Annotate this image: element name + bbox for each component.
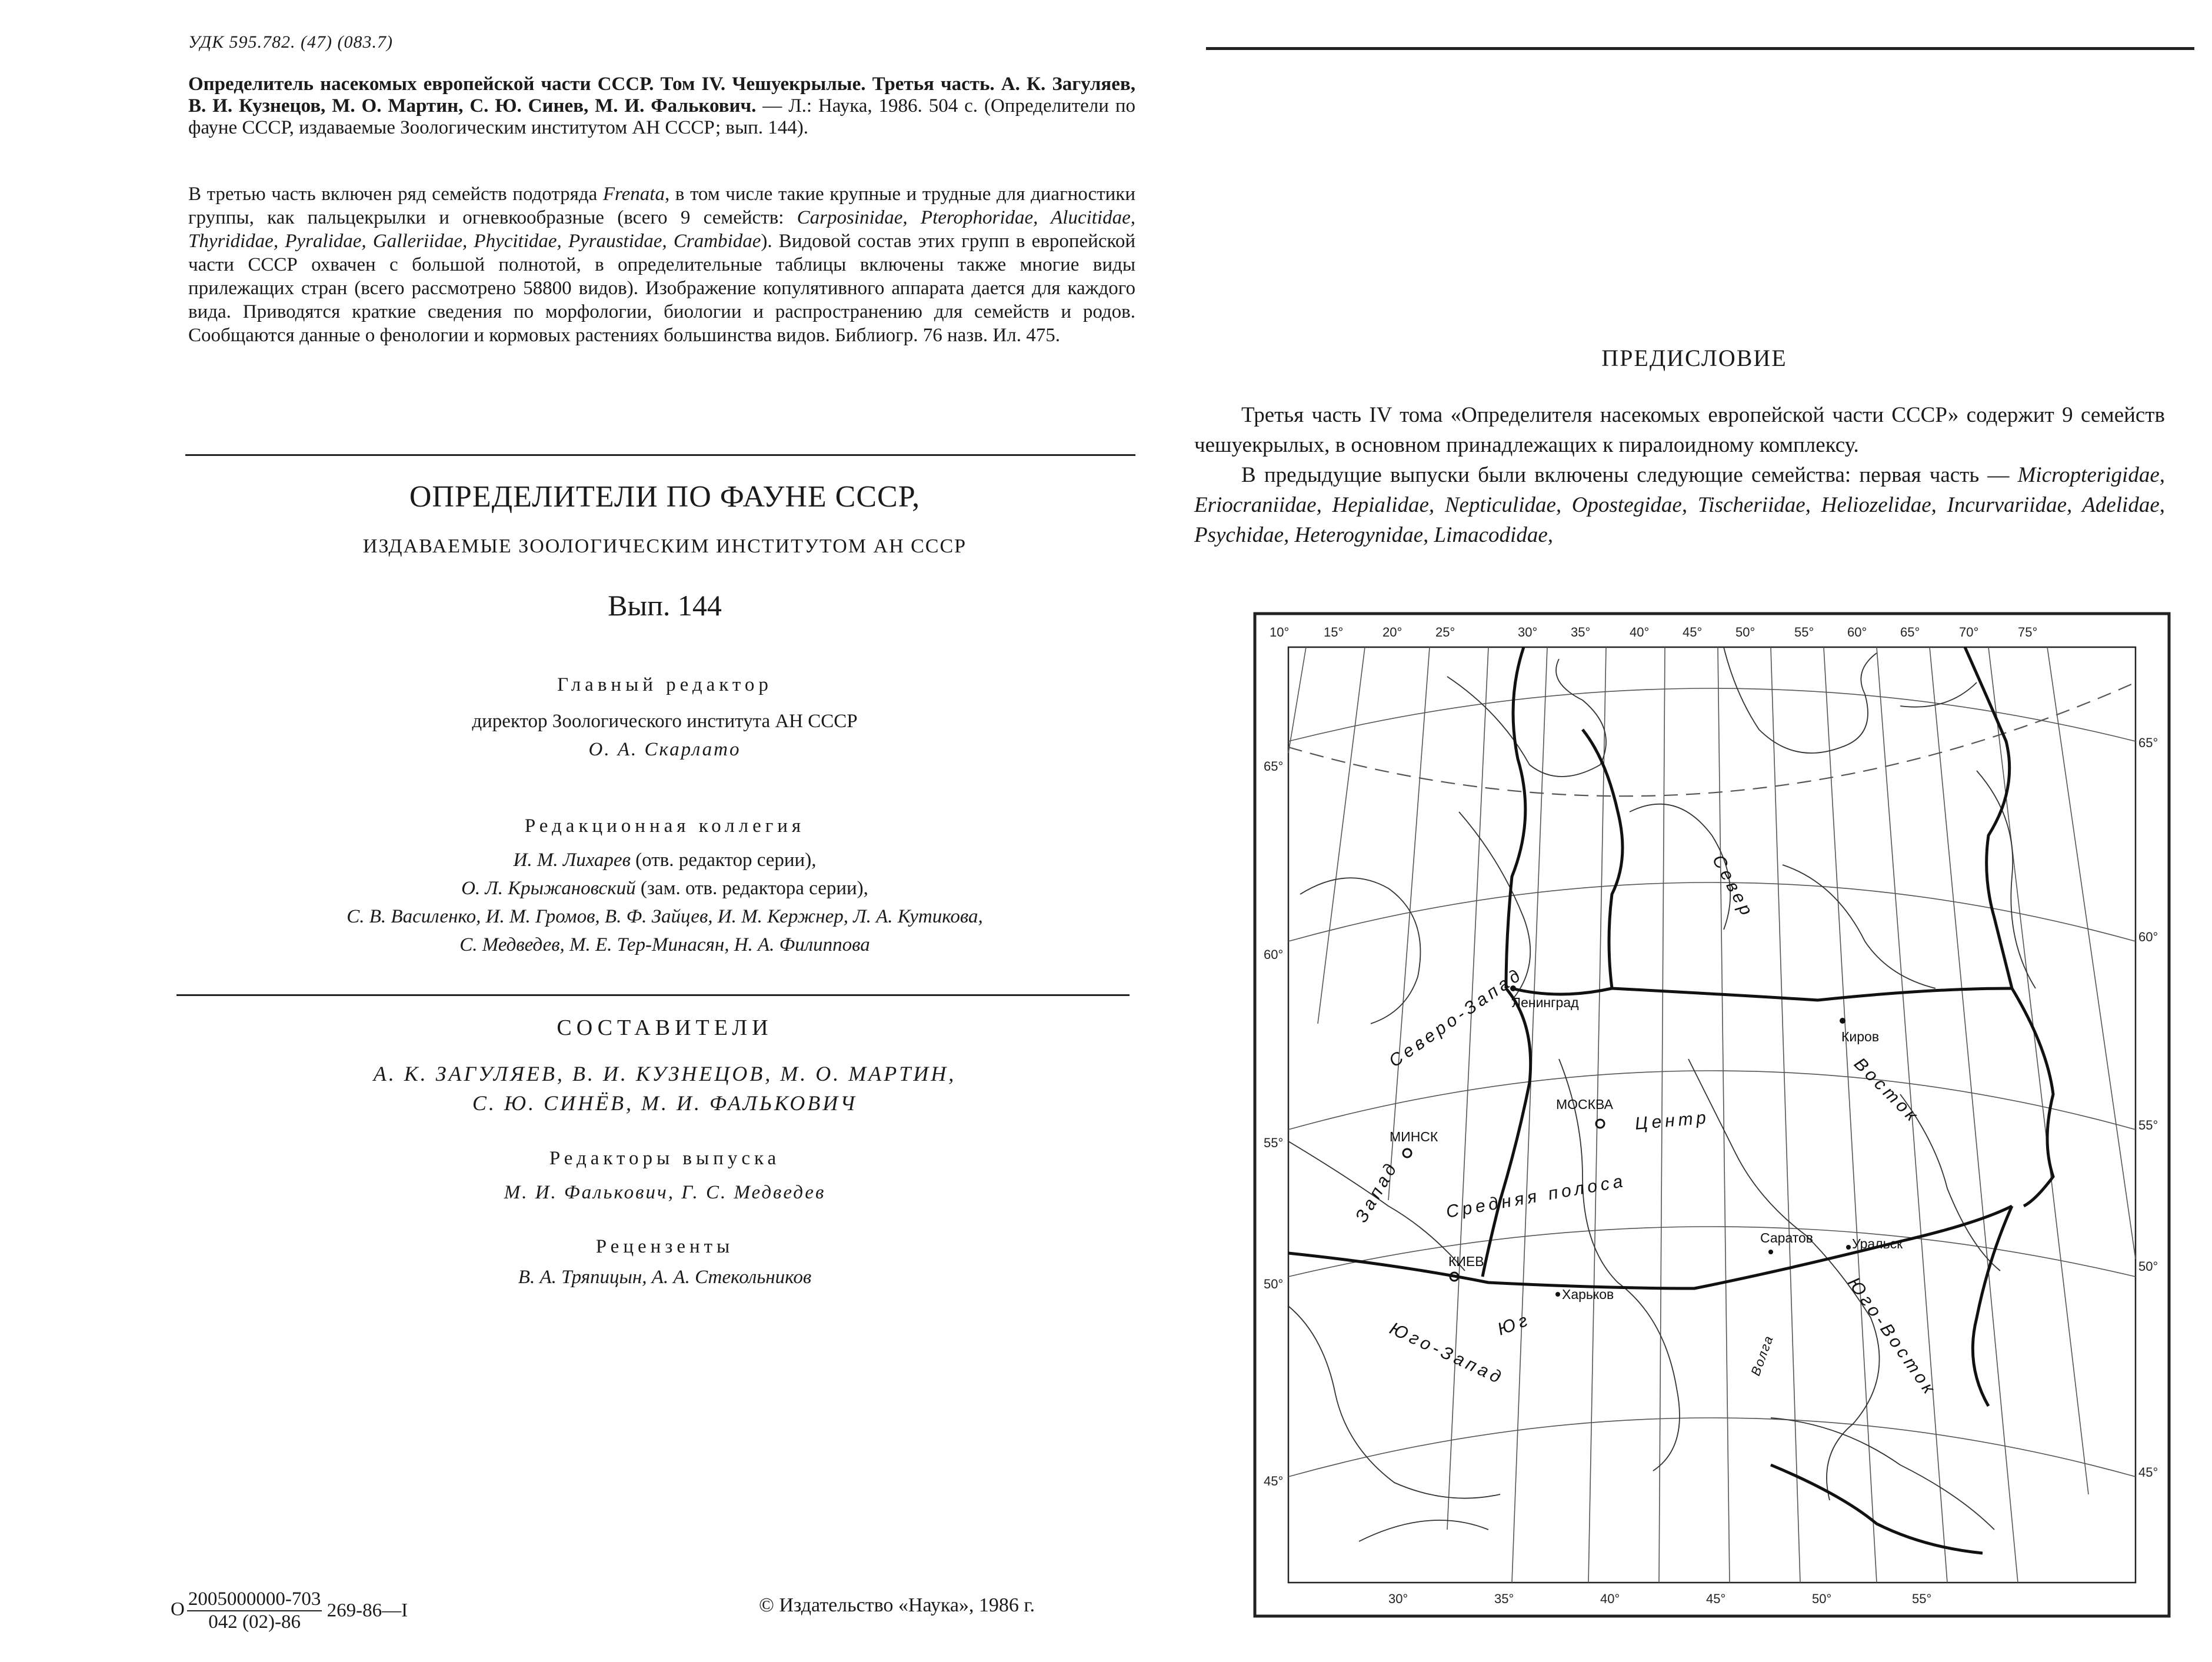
code-denominator: 042 (02)-86 — [208, 1611, 301, 1633]
preface-para-1: Третья часть IV тома «Определителя насекомых европейской части СССР» содержит 9 семейств чешуекрылых, в основном принадлежащих к пиралоидному комплексу. — [1194, 403, 2165, 457]
preface-para-2 — [1194, 460, 2165, 550]
right-latitude-labels — [2138, 735, 2158, 1480]
publication-code — [171, 1588, 408, 1633]
board-line-2 — [176, 874, 1153, 902]
region-labels — [1351, 852, 1940, 1400]
compilers-heading: СОСТАВИТЕЛИ — [557, 1015, 773, 1040]
city-minsk: МИНСК — [1390, 1129, 1438, 1144]
lon-label: 50° — [1812, 1591, 1832, 1606]
chief-editor-heading: Главный редактор — [557, 674, 772, 695]
city-labels — [1390, 985, 1903, 1302]
lon-label: 70° — [1959, 625, 1979, 640]
bottom-longitude-labels — [1388, 1591, 1931, 1606]
map-outer-frame — [1255, 614, 2169, 1616]
lat-label: 55° — [2138, 1118, 2158, 1133]
region-north: Север — [1708, 851, 1758, 922]
issue-editors-block — [176, 1144, 1153, 1207]
lat-label: 50° — [2138, 1259, 2158, 1274]
lat-label: 45° — [2138, 1465, 2158, 1480]
board-heading: Редакционная коллегия — [524, 815, 805, 837]
city-saratov: Саратов — [1760, 1230, 1814, 1245]
region-west: Запад — [1351, 1157, 1403, 1226]
series-title: ОПРЕДЕЛИТЕЛИ ПО ФАУНЕ СССР, — [409, 480, 921, 514]
issue-number: Вып. 144 — [608, 589, 722, 622]
board-name-1: И. М. Лихарев — [513, 850, 631, 871]
series-subtitle: ИЗДАВАЕМЫЕ ЗООЛОГИЧЕСКИМ ИНСТИТУТОМ АН СССР — [362, 535, 967, 557]
lon-label: 75° — [2018, 625, 2038, 640]
city-kirov: Киров — [1841, 1029, 1880, 1044]
lon-label: 40° — [1600, 1591, 1620, 1606]
lat-label: 50° — [1264, 1277, 1284, 1291]
lon-label: 55° — [1794, 625, 1814, 640]
board-line-3: С. В. Василенко, И. М. Громов, В. Ф. Зайцев, И. М. Кержнер, Л. А. Кутикова, — [347, 906, 983, 927]
annotation-text-1: В третью часть включен ряд семейств подотряда — [188, 184, 603, 205]
annotation-text-3: ). Видовой состав этих групп в европейской части СССР охвачен с большой полнотой, в определительные таблицы включены также многие виды прилежащих стран (всего рассмотрено 58800 видов). Изображение копулятивного аппарата дается для каждого вида. Приводятся краткие сведения по морфологии, биологии и распространению для семейств и родов. Сообщаются данные о фенологии и кормовых растениях большинства видов. Библиогр. 76 назв. Ил. 475. — [188, 231, 1135, 346]
city-marker — [1555, 1292, 1560, 1297]
city-kharkov: Харьков — [1562, 1287, 1614, 1302]
lon-label: 25° — [1435, 625, 1455, 640]
biblio-title-authors: Определитель насекомых европейской части СССР. Том IV. Чешуекрылые. Третья часть. А. К. Загуляев, В. И. Кузнецов, М. О. Мартин, С. Ю. Синев, М. И. Фалькович. — [188, 74, 1135, 116]
city-kiev: КИЕВ — [1448, 1254, 1484, 1269]
region-center: Центр — [1634, 1108, 1711, 1134]
region-southwest: Юго-Запад — [1387, 1318, 1507, 1389]
river-volga: Волга — [1748, 1333, 1777, 1378]
region-northwest: Северо-Запад — [1385, 964, 1527, 1071]
issue-editors-names: М. И. Фалькович, Г. С. Медведев — [504, 1182, 826, 1203]
para-2-families: Micropterigidae, Eriocraniidae, Hepialidae, Nepticulidae, Opostegidae, Tischeriidae, Heliozelidae, Incurvariidae, Adelidae, Psychidae, Heterogynidae, Limacodidae, — [1194, 463, 2165, 547]
code-fraction — [187, 1588, 322, 1633]
issue-editors-heading: Редакторы выпуска — [549, 1148, 781, 1169]
chief-editor-block — [176, 671, 1153, 764]
header-rule — [1206, 47, 2194, 50]
lat-label: 65° — [1264, 759, 1284, 774]
reviewers-heading: Рецензенты — [595, 1236, 734, 1257]
compilers-line-2: С. Ю. СИНЁВ, М. И. ФАЛЬКОВИЧ — [472, 1091, 858, 1115]
region-southeast: Юго-Восток — [1844, 1274, 1941, 1400]
lon-label: 65° — [1900, 625, 1920, 640]
zone-boundaries — [1288, 647, 2053, 1553]
region-east: Восток — [1850, 1054, 1924, 1128]
code-prefix: О — [171, 1598, 185, 1620]
board-name-2: О. Л. Крыжановский — [461, 878, 636, 899]
lon-label: 45° — [1706, 1591, 1726, 1606]
lon-label: 45° — [1683, 625, 1703, 640]
compilers-line-1: А. К. ЗАГУЛЯЕВ, В. И. КУЗНЕЦОВ, М. О. МАРТИН, — [373, 1062, 957, 1085]
board-line-1 — [176, 846, 1153, 874]
bibliographic-record — [188, 74, 1135, 139]
chief-editor-title: директор Зоологического института АН СССР — [472, 711, 858, 732]
preface-text — [1194, 400, 2165, 550]
city-marker — [1840, 1018, 1845, 1024]
city-leningrad: Ленинград — [1512, 995, 1579, 1010]
left-latitude-labels — [1264, 759, 1283, 1488]
compilers-block — [176, 1059, 1153, 1118]
city-marker — [1768, 1250, 1773, 1254]
lon-label: 50° — [1735, 625, 1755, 640]
biblio-publication: — Л.: Наука, 1986. 504 с. (Определители по фауне СССР, издаваемые Зоологическим институтом АН СССР; вып. 144). — [188, 95, 1135, 138]
chief-editor-name: О. А. Скарлато — [588, 739, 741, 760]
lon-label: 30° — [1518, 625, 1538, 640]
city-uralsk: Уральск — [1852, 1236, 1903, 1251]
divider — [185, 454, 1135, 456]
board-role-2: (зам. отв. редактора серии), — [635, 878, 868, 899]
lat-label: 60° — [2138, 930, 2158, 944]
lon-label: 40° — [1630, 625, 1650, 640]
lon-label: 60° — [1847, 625, 1867, 640]
lon-label: 10° — [1270, 625, 1290, 640]
board-line-4: С. Медведев, М. Е. Тер-Минасян, Н. А. Филиппова — [459, 934, 870, 955]
city-moscow: МОСКВА — [1556, 1097, 1613, 1112]
lat-label: 60° — [1264, 947, 1284, 962]
code-numerator: 2005000000-703 — [187, 1588, 322, 1611]
annotation-text-2: , в том числе такие крупные и трудные для диагностики группы, как пальцекрылки и огневкообразные (всего 9 семейств: — [188, 184, 1135, 228]
lon-label: 20° — [1382, 625, 1403, 640]
lon-label: 30° — [1388, 1591, 1408, 1606]
lon-label: 35° — [1494, 1591, 1514, 1606]
annotation — [188, 182, 1135, 347]
lat-label: 55° — [1264, 1135, 1284, 1150]
reviewers-names: В. А. Тряпицын, А. А. Стекольников — [518, 1267, 812, 1288]
lon-label: 15° — [1324, 625, 1344, 640]
lat-label: 45° — [1264, 1474, 1284, 1488]
annotation-frenata: Frenata — [602, 184, 665, 205]
top-longitude-labels — [1270, 625, 2037, 640]
editorial-board-block — [176, 812, 1153, 959]
region-south: Юг — [1495, 1309, 1534, 1340]
distribution-zones-map — [1253, 612, 2171, 1618]
lon-label: 35° — [1571, 625, 1591, 640]
copyright: © Издательство «Наука», 1986 г. — [759, 1594, 1035, 1616]
lat-label: 65° — [2138, 735, 2158, 750]
preface-heading: ПРЕДИСЛОВИЕ — [1601, 345, 1787, 371]
udk-code: УДК 595.782. (47) (083.7) — [188, 32, 393, 52]
code-suffix: 269-86—I — [327, 1600, 408, 1621]
para-2-intro: В предыдущие выпуски были включены следующие семейства: первая часть — — [1241, 463, 2018, 487]
region-middle-belt: Средняя полоса — [1444, 1171, 1628, 1222]
reviewers-block — [176, 1233, 1153, 1291]
divider — [176, 994, 1130, 996]
city-marker — [1846, 1245, 1851, 1250]
lon-label: 55° — [1912, 1591, 1932, 1606]
annotation-families: Carposinidae, Pterophoridae, Alucitidae, Thyrididae, Pyralidae, Galleriidae, Phycitidae, Pyraustidae, Crambidae — [188, 207, 1135, 252]
city-marker — [1403, 1149, 1411, 1157]
board-role-1: (отв. редактор серии), — [630, 850, 817, 871]
